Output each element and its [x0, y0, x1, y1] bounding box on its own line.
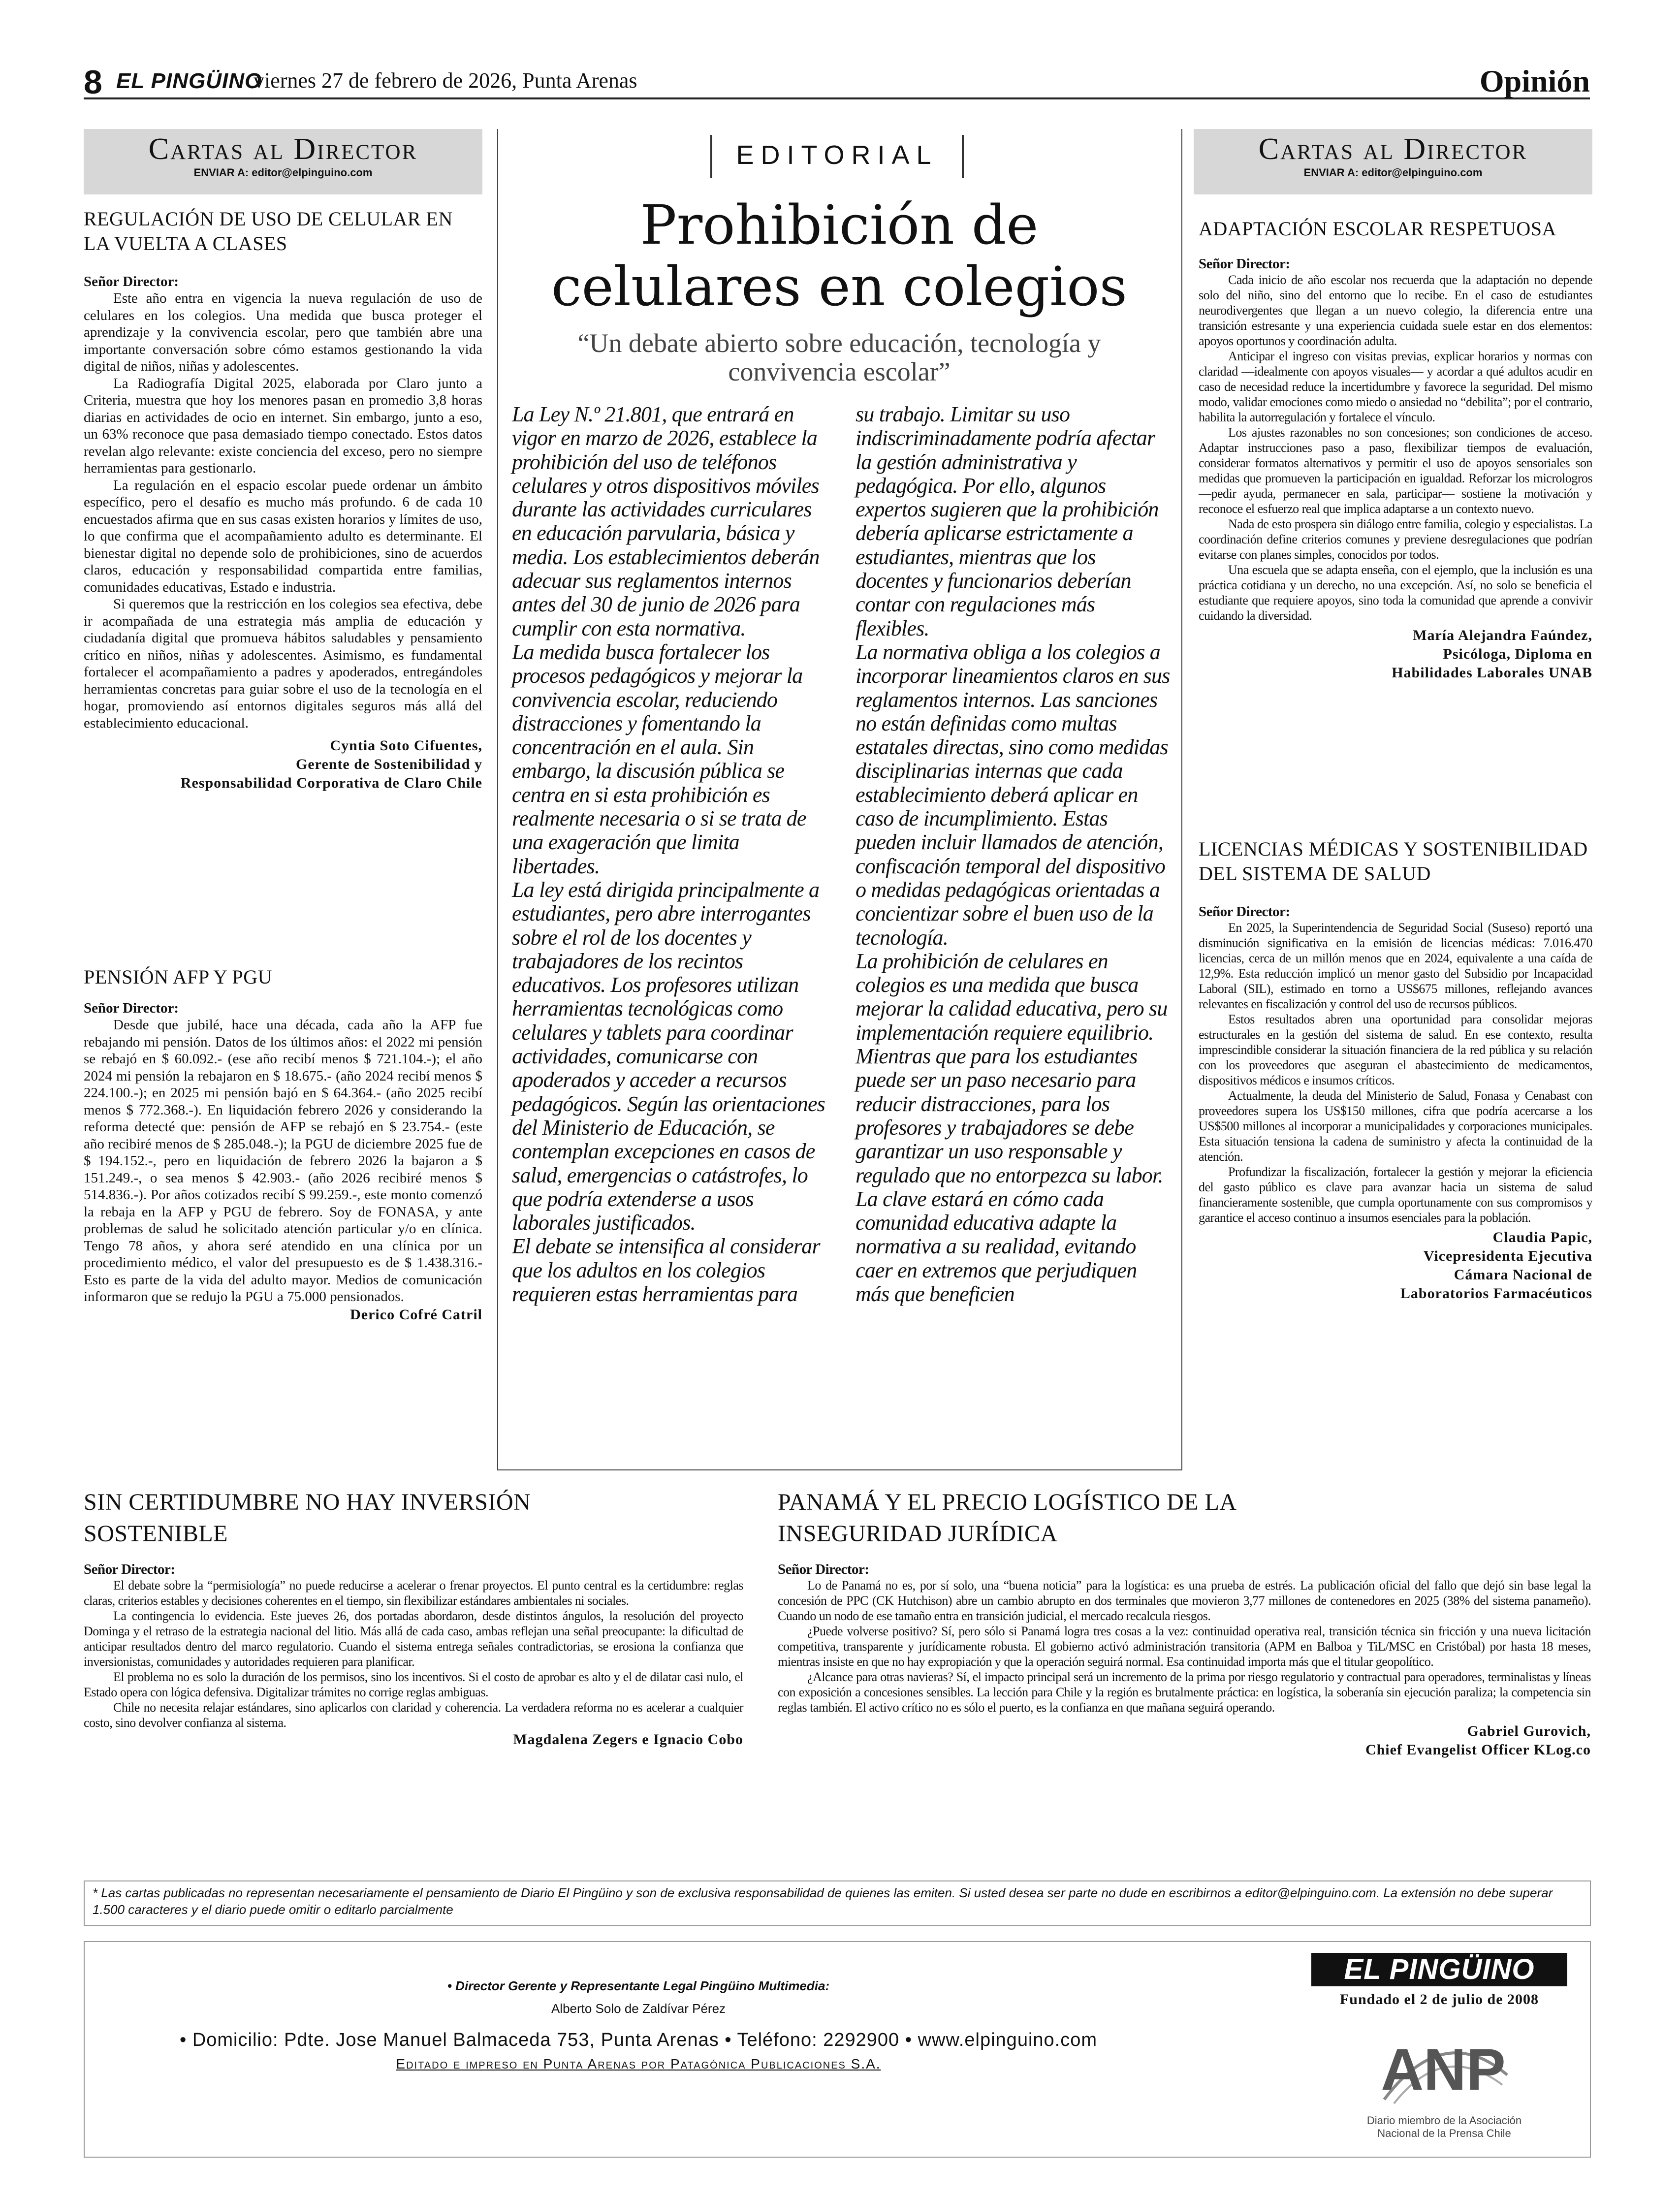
paragraph: Los ajustes razonables no son concesiones; son condiciones de acceso. Adaptar instrucciones paso a paso, flexibilizar tiempos de evaluación, considerar formatos alternativos y permitir el uso de apoyos sensoriales son medidas que promueven la participación en igualdad. Reforzar los micrologros —pedir ayuda, permanecer en sala, participar— sostiene la motivación y reconoce el esfuerzo real que implica adaptarse a un contexto nuevo. — [1199, 425, 1592, 516]
cartas-email: ENVIAR A: editor@elpinguino.com — [1303, 166, 1483, 179]
letter-headline: PENSIÓN AFP Y PGU — [84, 966, 273, 988]
letter-celular — [84, 207, 482, 793]
cartas-title: Cartas al Director — [148, 132, 418, 166]
paragraph: Anticipar el ingreso con visitas previas, explicar horarios y normas con claridad —idealmente con apoyos visuales— y acordar a qué adultos acudir en caso de necesidad reduce la incertidumbre y favorece la seguridad. Del mismo modo, validar emociones como miedo o ansiedad no “debilita”; por el contrario, habilita la autorregulación y fortalece el vínculo. — [1199, 349, 1592, 424]
letter-headline: LICENCIAS MÉDICAS Y SOSTENIBILIDAD DEL SISTEMA DE SALUD — [1199, 838, 1588, 885]
paragraph: El debate se intensifica al considerar que los adultos en los colegios requieren estas herramientas para — [512, 1234, 820, 1306]
paragraph: Actualmente, la deuda del Ministerio de Salud, Fonasa y Cenabast con proveedores supera los US$150 millones, cifra que podría acercarse a los US$500 millones al incorporar a municipalidades y corporaciones municipales. Esta situación tensiona la cadena de suministro y afecta la continuidad de la atención. — [1199, 1088, 1592, 1164]
signature-line: Magdalena Zegers e Ignacio Cobo — [513, 1731, 743, 1748]
paragraph: Nada de esto prospera sin diálogo entre familia, colegio y especialistas. La coordinación define criterios comunes y previene desregulaciones que podrían evitarse con planes simples, conocidos por todos. — [1199, 517, 1592, 562]
signature-line: Derico Cofré Catril — [350, 1306, 482, 1323]
signature — [84, 1306, 482, 1324]
signature — [778, 1722, 1591, 1759]
paragraph: ¿Alcance para otras navieras? Sí, el impacto principal será un incremento de la prima por riesgo regulatorio y contractual para operadores, terminalistas y líneas con exposición a concesiones sensibles. La lección para Chile y la región es brutalmente práctica: en logística, la soberanía sin ejecución paraliza; la competencia sin reglas también. El activo crítico no es sólo el puerto, es la confianza en que mañana seguirá operando. — [778, 1670, 1591, 1715]
address-line: • Domicilio: Pdte. Jose Manuel Balmaceda 753, Punta Arenas • Teléfono: 2292900 • www.elpinguino.com — [179, 2030, 1098, 2050]
paragraph: Chile no necesita relajar estándares, sino aplicarlos con claridad y coherencia. La verdadera reforma no es acelerar a cualquier costo, sino devolver confianza al sistema. — [84, 1700, 743, 1730]
paragraph: Profundizar la fiscalización, fortalecer la gestión y mejorar la eficiencia del gasto público es clave para avanzar hacia un sistema de salud financieramente sostenible, que cumpla oportunamente con sus compromisos y garantice el acceso continuo a insumos esenciales para la población. — [1199, 1165, 1592, 1225]
signature-line: Cámara Nacional de — [1454, 1267, 1592, 1283]
paragraph: El problema no es solo la duración de los permisos, sino los incentivos. Si el costo de aprobar es alto y el de dilatar casi nulo, el Estado opera con lógica defensiva. Digitalizar trámites no corrige reglas ambiguas. — [84, 1670, 743, 1699]
paragraph: Lo de Panamá no es, por sí solo, una “buena noticia” para la logística: es una prueba de estrés. La publicación oficial del fallo que dejó sin base legal la concesión de PPC (CK Hutchison) abre un cambio abrupto en dos terminales que movieron 3,77 millones de contenedores en 2025 (38% del sistema panameño). Cuando un nodo de ese tamaño entra en transición judicial, el mercado recalcula riesgos. — [778, 1578, 1591, 1623]
letter-body — [84, 1000, 482, 1306]
letter-body — [778, 1561, 1591, 1715]
signature — [1199, 626, 1592, 682]
letter-licencias — [1199, 837, 1592, 1303]
salutation: Señor Director: — [84, 1000, 179, 1016]
column-rule — [497, 1469, 1182, 1470]
editorial-label-box — [710, 129, 964, 178]
label-rule — [962, 135, 964, 178]
paragraph: En 2025, la Superintendencia de Seguridad Social (Suseso) reportó una disminución significativa en la emisión de licencias médicas: 7.016.470 licencias, cerca de un millón menos que en 2024, equivalente a una caída de 12,9%. Esta reducción implicó un menor gasto del Subsidio por Incapacidad Laboral (SIL), estimado en torno a US$675 millones, reflejando avances relevantes en fiscalización y control del uso de recursos públicos. — [1199, 921, 1592, 1011]
cartas-header-left — [84, 129, 482, 194]
signature-line: Vicepresidenta Ejecutiva — [1423, 1248, 1592, 1264]
paragraph: El debate sobre la “permisiología” no puede reducirse a acelerar o frenar proyectos. El punto central es la certidumbre: reglas claras, criterios estables y decisiones coherentes en el tiempo, sin flexibilizar estándares ambientales ni sociales. — [84, 1578, 743, 1608]
editorial-label: EDITORIAL — [736, 140, 938, 170]
anp-logo — [1364, 2016, 1522, 2114]
disclaimer: * Las cartas publicadas no representan necesariamente el pensamiento de Diario El Pingüino y son de exclusiva responsabilidad de quienes las emiten. Si usted desea ser parte no dude en escribirnos a editor@elpinguino.com. La extensión no debe superar 1.500 caracteres y el diario puede omitir o editarlo parcialmente — [84, 1880, 1591, 1926]
anp-caption: Diario miembro de la Asociación Nacional de la Prensa Chile — [1366, 2114, 1522, 2139]
section-title: Opinión — [1479, 64, 1590, 98]
page-number: 8 — [84, 64, 102, 101]
signature — [84, 736, 482, 793]
signature-line: Cyntia Soto Cifuentes, — [330, 737, 482, 754]
cartas-title: Cartas al Director — [1258, 132, 1528, 166]
signature-line: Gerente de Sostenibilidad y — [296, 756, 482, 772]
signature-line: Gabriel Gurovich, — [1467, 1723, 1591, 1739]
signature-line: Chief Evangelist Officer KLog.co — [1365, 1742, 1591, 1758]
letter-panama — [778, 1487, 1591, 1759]
editorial-subtitle: “Un debate abierto sobre educación, tecnología y convivencia escolar” — [577, 328, 1101, 386]
signature-line: Responsabilidad Corporativa de Claro Chile — [180, 775, 482, 791]
salutation: Señor Director: — [84, 274, 179, 289]
paragraph: su trabajo. Limitar su uso indiscriminadamente podría afectar la gestión administrativa y pedagógica. Por ello, algunos expertos sugieren que la prohibición debería aplicarse estrictamente a estudiantes, mientras que los docentes y funcionarios deberían contar con regulaciones más flexibles. — [856, 402, 1159, 640]
salutation: Señor Director: — [1199, 256, 1290, 272]
masthead-logo: EL PINGÜINO — [1311, 1953, 1567, 1986]
letter-body — [84, 1561, 743, 1730]
salutation: Señor Director: — [1199, 904, 1290, 920]
signature-line: Laboratorios Farmacéuticos — [1400, 1285, 1592, 1302]
paragraph: La prohibición de celulares en colegios es una medida que busca mejorar la calidad educativa, pero su implementación requiere equilibrio. Mientras que para los estudiantes puede ser un paso necesario para reducir distracciones, para los profesores y trabajadores se debe garantizar un uso responsable y regulado que no entorpezca su labor. La clave estará en cómo cada comunidad educativa adapte la normativa a su realidad, evitando caer en extremos que perjudiquen más que beneficien — [856, 949, 1168, 1306]
letter-body — [1199, 904, 1592, 1225]
cartas-email: ENVIAR A: editor@elpinguino.com — [193, 166, 373, 179]
paragraph: Estos resultados abren una oportunidad para consolidar mejoras estructurales en la gestión del sistema de salud. En ese contexto, resulta imprescindible considerar la situación financiera de la red pública y su relación con los proveedores que aseguran el abastecimiento de medicamentos, dispositivos médicos e insumos críticos. — [1199, 1012, 1592, 1087]
letter-adaptacion — [1199, 217, 1592, 682]
paragraph: La medida busca fortalecer los procesos pedagógicos y mejorar la convivencia escolar, reduciendo distracciones y fomentando la concentración en el aula. Sin embargo, la discusión pública se centra en si esta prohibición es realmente necesaria o si se trata de una exageración que limita libertades. — [512, 639, 806, 878]
editorial-column-2 — [856, 403, 1171, 1306]
signature-line: María Alejandra Faúndez, — [1413, 627, 1592, 643]
masthead-small: EL PINGÜINO — [116, 69, 262, 93]
paragraph: Cada inicio de año escolar nos recuerda que la adaptación no depende solo del niño, sino del entorno que lo recibe. En el caso de estudiantes neurodivergentes que llegan a un nuevo colegio, la diferencia entre una transición estresante y una experiencia cuidada suele estar en dos elementos: apoyos oportunos y coordinación adulta. — [1199, 273, 1592, 348]
letter-headline: REGULACIÓN DE USO DE CELULAR EN LA VUELTA A CLASES — [84, 208, 453, 255]
anp-mark: ANP — [1381, 2037, 1506, 2102]
footer — [84, 1941, 1591, 2158]
letter-certidumbre — [84, 1487, 743, 1749]
page-header — [84, 63, 1590, 99]
editorial-column-1 — [512, 403, 827, 1306]
column-rule — [1181, 129, 1182, 1470]
paragraph: La ley está dirigida principalmente a estudiantes, pero abre interrogantes sobre el rol de los docentes y trabajadores de los recintos educativos. Los profesores utilizan herramientas tecnológicas como celulares y tablets para coordinar actividades, comunicarse con apoderados y acceder a recursos pedagógicos. Según las orientaciones del Ministerio de Educación, se contemplan excepciones en casos de salud, emergencias o catástrofes, lo que podría extenderse a usos laborales justificados. — [512, 877, 825, 1235]
paragraph: Si queremos que la restricción en los colegios sea efectiva, debe ir acompañada de una estrategia más amplia de educación y ciudadanía digital que promueva hábitos saludables y pensamiento crítico en niños, niñas y adolescentes. Asimismo, es fundamental fortalecer el acompañamiento a padres y apoderados, entregándoles herramientas concretas para guiar sobre el uso de la tecnología en el hogar, promoviendo así entornos digitales seguros más allá del establecimiento educacional. — [84, 596, 482, 731]
cartas-header-right — [1194, 129, 1592, 194]
paragraph: ¿Puede volverse positivo? Sí, pero sólo si Panamá logra tres cosas a la vez: continuidad operativa real, transición técnica sin fricción y una nueva licitación competitiva, transparente y jurídicamente robusta. El gobierno activó administración transitoria (APM en Balboa y TiL/MSC en Cristóbal) por hasta 18 meses, mientras insiste en que no hay expropiación y que la operación seguirá normal. Esa continuidad importa más que el titular geopolítico. — [778, 1624, 1591, 1669]
signature-line: Claudia Papic, — [1492, 1229, 1592, 1245]
letter-headline: SIN CERTIDUMBRE NO HAY INVERSIÓN SOSTENIBLE — [84, 1489, 531, 1547]
letter-headline: PANAMÁ Y EL PRECIO LOGÍSTICO DE LA INSEGURIDAD JURÍDICA — [778, 1489, 1236, 1547]
signature-line: Habilidades Laborales UNAB — [1392, 665, 1592, 681]
paragraph: Este año entra en vigencia la nueva regulación de uso de celulares en los colegios. Una medida que busca proteger el aprendizaje y la convivencia escolar, pero que también abre una importante conversación sobre cómo estamos gestionando la vida digital de niños, niñas y adolescentes. — [84, 290, 482, 374]
editorial-title: Prohibición de celulares en colegios — [551, 193, 1127, 318]
paragraph: La regulación en el espacio escolar puede ordenar un ámbito específico, pero el desafío es mucho más profundo. 6 de cada 10 encuestados afirma que en sus casas existen horarios y límites de uso, lo que confirma que el acompañamiento adulto es determinante. El bienestar digital no depende solo de prohibiciones, sino de acuerdos claros, educación y responsabilidad compartida entre familias, comunidades educativas, Estado e industria. — [84, 477, 482, 595]
signature-line: Psicóloga, Diploma en — [1443, 646, 1592, 662]
paragraph: La contingencia lo evidencia. Este jueves 26, dos portadas abordaron, desde distintos ángulos, la resolución del proyecto Dominga y el retraso de la estrategia nacional del litio. Más allá de cada caso, ambas reflejan una señal preocupante: la dificultad de anticipar resultados dentro del marco regulatorio. Cuando el sistema entrega señales contradictorias, se erosiona la confianza que inversionistas, comunidades y autoridades requieren para planificar. — [84, 1609, 743, 1669]
signature — [84, 1730, 743, 1749]
letter-body — [84, 274, 482, 732]
dateline: viernes 27 de febrero de 2026, Punta Arenas — [254, 68, 637, 93]
paragraph: Desde que jubilé, hace una década, cada año la AFP fue rebajando mi pensión. Datos de los últimos años: el 2022 mi pensión se rebajó en $ 60.092.- (ese año recibí menos $ 721.104.-); el año 2024 mi pensión la rebajaron en $ 18.675.- (año 2024 recibí menos $ 224.100.-); en 2025 mi pensión bajó en $ 64.364.- (año 2025 recibí menos $ 772.368.-). En liquidación febrero 2026 y considerando la reforma detecté que: pensión de AFP se rebajó en $ 23.754.- (este año recibiré menos de $ 285.048.-); la PGU de diciembre 2025 fue de $ 194.152.-, pero en liquidación de febrero 2026 la bajaron a $ 151.249.-, o sea menos $ 42.903.- (año 2026 recibiré menos $ 514.836.-). Por años cotizados recibí $ 99.259.-, este monto comenzó la rebaja en la AFP y PGU de febrero. Soy de FONASA, y ante problemas de salud he solicitado atención particular y/o en clínica. Tengo 78 años, y ahora seré atendido en una clínica por un procedimiento médico, el valor del presupuesto es de $ 1.438.316.- Esto es parte de la vida del adulto mayor. Medios de comunicación informaron que se redujo la PGU a 75.000 pensionados. — [84, 1017, 482, 1305]
paragraph: Una escuela que se adapta enseña, con el ejemplo, que la inclusión es una práctica cotidiana y un derecho, no una excepción. Así, no solo se beneficia el estudiante que requiere apoyos, sino toda la comunidad que aprende a convivir cuidando la diversidad. — [1199, 563, 1592, 623]
founded-date: Fundado el 2 de julio de 2008 — [1339, 1991, 1539, 2007]
paragraph: La Radiografía Digital 2025, elaborada por Claro junto a Criteria, muestra que hoy los menores pasan en promedio 3,8 horas diarias en actividades de ocio en internet. Sin embargo, junto a eso, un 63% reconoce que pasa demasiado tiempo conectado. Estos datos revelan algo relevante: existe conciencia del exceso, pero no siempre herramientas para gestionarlo. — [84, 375, 482, 476]
letter-headline: ADAPTACIÓN ESCOLAR RESPETUOSA — [1199, 218, 1556, 240]
signature — [1199, 1228, 1592, 1303]
letter-body — [1199, 256, 1592, 623]
column-rule — [497, 129, 498, 1470]
salutation: Señor Director: — [84, 1561, 175, 1577]
salutation: Señor Director: — [778, 1561, 869, 1577]
paragraph: La Ley N.º 21.801, que entrará en vigor en marzo de 2026, establece la prohibición del uso de teléfonos celulares y otros dispositivos móviles durante las actividades curriculares en educación parvularia, básica y media. Los establecimientos deberán adecuar sus reglamentos internos antes del 30 de junio de 2026 para cumplir con esta normativa. — [512, 402, 820, 640]
director-name: Alberto Solo de Zaldívar Pérez — [551, 2001, 726, 2016]
director-label: • Director Gerente y Representante Legal Pingüino Multimedia: — [447, 1978, 830, 1993]
letter-pension — [84, 965, 482, 1324]
paragraph: La normativa obliga a los colegios a incorporar lineamientos claros en sus reglamentos internos. Las sanciones no están definidas como multas estatales directas, sino como medidas disciplinarias internas que cada establecimiento deberá aplicar en caso de incumplimiento. Estas pueden incluir llamados de atención, confiscación temporal del dispositivo o medidas pedagógicas orientadas a concientizar sobre el buen uso de la tecnología. — [856, 639, 1170, 950]
printed-by: Editado e impreso en Punta Arenas por Patagónica Publicaciones S.A. — [396, 2056, 881, 2071]
